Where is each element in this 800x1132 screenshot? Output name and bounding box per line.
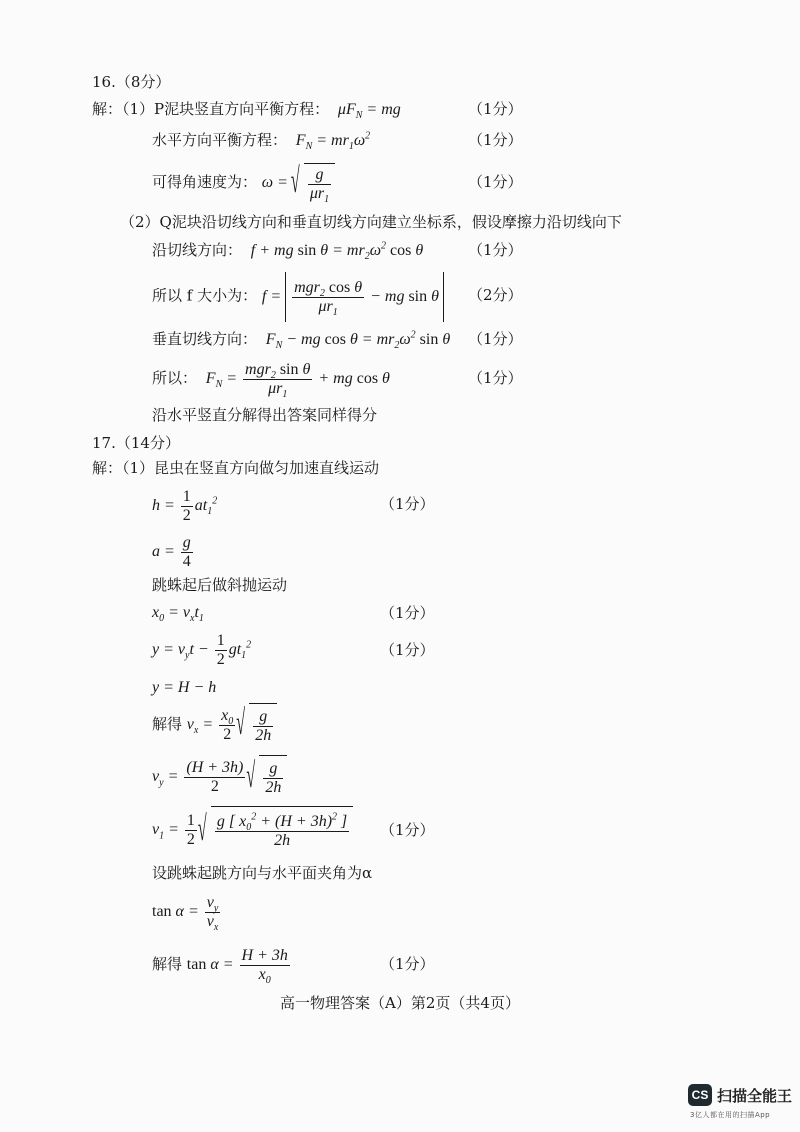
points: （1分）	[468, 131, 523, 149]
q17-line-4: 设跳蛛起跳方向与水平面夹角为α	[152, 864, 373, 882]
equation: ω = √ $\frac{g}{\mu r_1}$	[262, 174, 335, 191]
points: （1分）	[380, 641, 435, 659]
q16-line-5: 沿切线方向： f + mg $\sin \theta = mr_2\omega^2$ cos θ	[152, 240, 424, 263]
q16-line-3: 可得角速度为： ω = √ $\frac{g}{\mu r_1}$	[152, 162, 335, 204]
equation: tan α = $\frac{H + 3h}{x_0}$	[186, 946, 288, 987]
camscanner-logo	[688, 1084, 792, 1106]
q17-line-5: 解得 tan α = $\frac{H + 3h}{x_0}$	[152, 942, 292, 987]
q16-line-8: 所以： $F_N$ = $\frac{mgr_2 \sin \theta}{\mu r_1}$ + mg cos θ	[152, 360, 390, 401]
equation: $F_N = mr_1\omega^2$	[291, 130, 371, 153]
q16-line-2: 水平方向平衡方程： $F_N = mr_1\omega^2$	[152, 130, 371, 153]
equation: $v_1$ = $\frac{1}{2}$ √ $\frac{g [ x_0^2 + (H + 3h)^2 ]}{2h}$	[152, 806, 353, 855]
q16-note: 沿水平竖直分解得出答案同样得分	[152, 406, 378, 424]
equation: $y = v_yt$ − $\frac{1}{2}$ $gt_1^2$	[152, 631, 252, 668]
equation: y = H − h	[152, 679, 217, 696]
points: （1分）	[380, 821, 435, 839]
q17-line-3: 解得 $v_x$ = $\frac{x_0}{2}$ √ $\frac{g}{2h}$	[152, 702, 277, 748]
equation: $F_N$ = $\frac{mgr_2 \sin \theta}{\mu r_1}$ + mg cos θ	[201, 360, 390, 401]
q16-header: 16.（8分）	[92, 73, 171, 91]
cs-badge-icon: CS	[688, 1084, 712, 1106]
q17-line-1: 解：（1）昆虫在竖直方向做匀加速直线运动	[92, 459, 380, 477]
equation: f + mg $\sin \theta = mr_2\omega^2$ cos θ	[246, 240, 424, 263]
points: （2分）	[468, 286, 523, 304]
q17-header: 17.（14分）	[92, 434, 180, 452]
equation: $v_y$ = $\frac{(H + 3h)}{2}$ √ $\frac{g}{2h}$	[152, 755, 287, 800]
points: （1分）	[468, 330, 523, 348]
points: （1分）	[468, 173, 523, 191]
equation: tan α = $\frac{v_y}{v_x}$	[152, 893, 219, 934]
page-footer: 高一物理答案（A）第2页（共4页）	[280, 994, 520, 1012]
points: （1分）	[380, 604, 435, 622]
equation: $F_N$ − mg $\cos \theta = mr_2\omega^2$ sin θ	[261, 329, 451, 352]
q17-line-2: 跳蛛起后做斜抛运动	[152, 576, 288, 594]
points: （1分）	[468, 369, 523, 387]
points: （1分）	[468, 100, 523, 118]
equation: $\mu F_N$ = mg	[333, 101, 401, 122]
q16-line-7: 垂直切线方向： $F_N$ − mg $\cos \theta = mr_2\omega^2$ sin θ	[152, 329, 451, 352]
equation: $v_x$ = $\frac{x_0}{2}$ √ $\frac{g}{2h}$	[187, 716, 277, 733]
equation: $x_0 = v_xt_1$	[152, 604, 204, 625]
q16-line-6: 所以 f 大小为： f = $\frac{mgr_2 \cos \theta}{\mu r_1}$ − mg sin θ	[152, 272, 444, 322]
equation: f = $\frac{mgr_2 \cos \theta}{\mu r_1}$ − mg sin θ	[262, 288, 444, 305]
points: （1分）	[380, 955, 435, 973]
points: （1分）	[380, 495, 435, 513]
logo-name: 扫描全能王	[717, 1086, 793, 1105]
q16-line-1: 解：（1）P泥块竖直方向平衡方程： $\mu F_N$ = mg	[92, 100, 401, 122]
equation: a = $\frac{g}{4}$	[152, 533, 191, 570]
logo-tagline: 3亿人都在用的扫描App	[690, 1111, 771, 1119]
equation: h = $\frac{1}{2}$ $at_1^2$	[152, 487, 218, 524]
q16-line-4: （2）Q泥块沿切线方向和垂直切线方向建立坐标系，假设摩擦力沿切线向下	[120, 213, 622, 231]
points: （1分）	[468, 241, 523, 259]
